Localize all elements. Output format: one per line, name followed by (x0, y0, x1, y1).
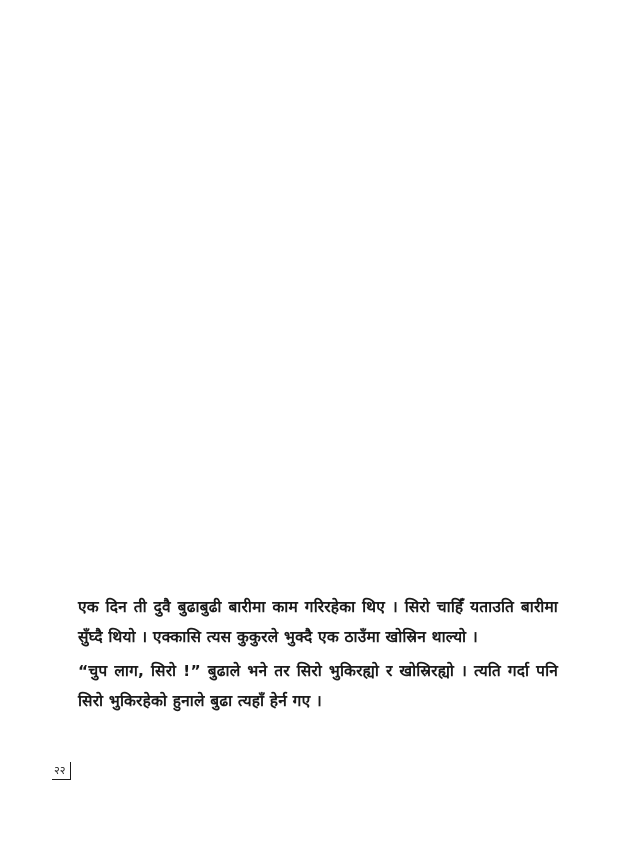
story-text-block (78, 592, 558, 716)
page-number: २२ (52, 762, 71, 780)
story-paragraph-2: “चुप लाग, सिरो !” बुढाले भने तर सिरो भुकिरह्यो र खोस्रिरह्यो । त्यति गर्दा पनि सिरो भुकिरहेको हुनाले बुढा त्यहाँ हेर्न गए । (78, 662, 558, 710)
story-paragraph-1: एक दिन ती दुवै बुढाबुढी बारीमा काम गरिरहेका थिए । सिरो चाहिँ यताउति बारीमा सुँघ्दै थियो । एक्कासि त्यस कुकुरले भुक्दै एक ठाउँमा खोस्रिन थाल्यो । (78, 598, 558, 646)
